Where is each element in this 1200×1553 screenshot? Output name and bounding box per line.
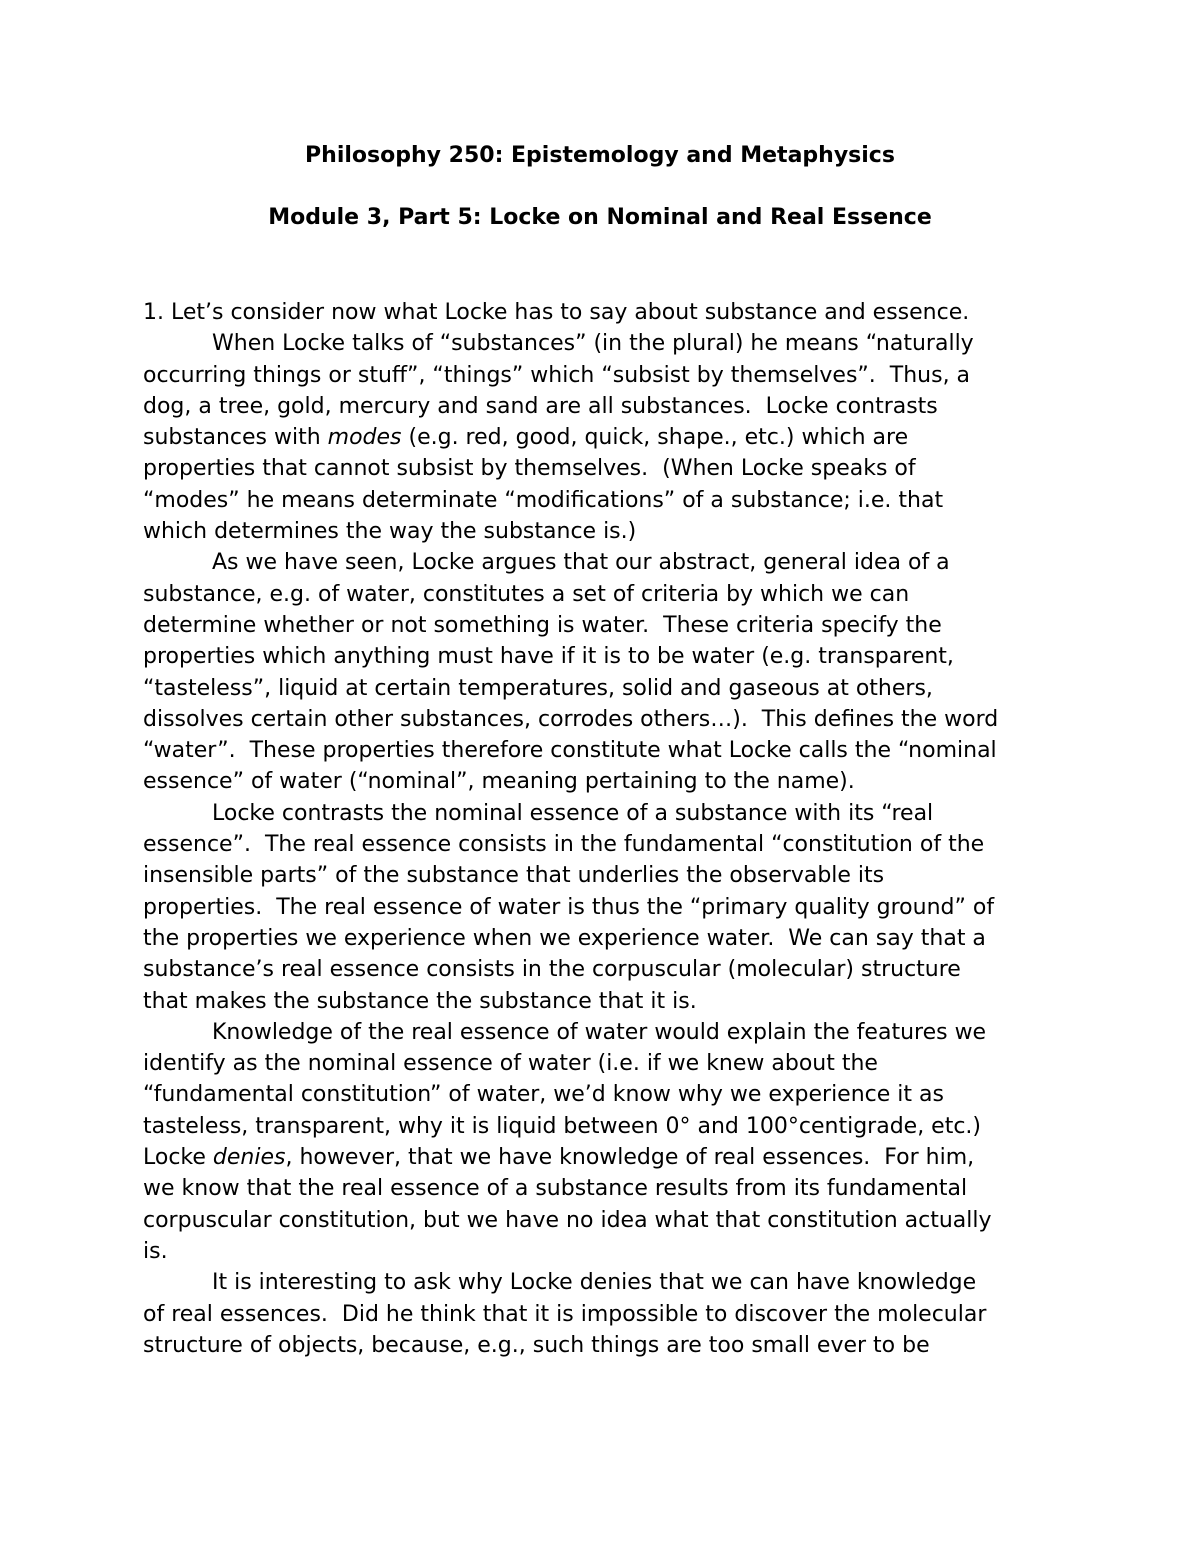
body-line: [143, 1142, 1063, 1173]
body-line: dissolves certain other substances, corrodes others…). This defines the word: [143, 706, 999, 732]
body-line: which determines the way the substance is.): [143, 519, 637, 545]
emphasized-word: denies: [212, 1145, 286, 1171]
body-line: corpuscular constitution, but we have no idea what that constitution actually: [143, 1207, 992, 1233]
body-line: determine whether or not something is water. These criteria specify the: [143, 612, 942, 638]
body-line-text: , however, that we have knowledge of real essences. For him,: [285, 1145, 975, 1171]
body-line-text: (e.g. red, good, quick, shape., etc.) which are: [401, 425, 909, 451]
body-line: that makes the substance the substance that it is.: [143, 988, 697, 1014]
body-line: “modes” he means determinate “modifications” of a substance; i.e. that: [143, 487, 944, 513]
body-line: is.: [143, 1238, 168, 1264]
body-line-text: substances with: [143, 425, 328, 451]
body-line: identify as the nominal essence of water (i.e. if we knew about the: [143, 1051, 878, 1077]
body-line: the properties we experience when we experience water. We can say that a: [143, 925, 986, 951]
body-line: properties. The real essence of water is thus the “primary quality ground” of: [143, 894, 995, 920]
body-line: dog, a tree, gold, mercury and sand are all substances. Locke contrasts: [143, 393, 938, 419]
body-line: It is interesting to ask why Locke denies that we can have knowledge: [212, 1270, 977, 1296]
body-line: essence” of water (“nominal”, meaning pertaining to the name).: [143, 769, 855, 795]
body-line: [143, 422, 1063, 453]
document-body: [143, 297, 1063, 1361]
body-line: properties that cannot subsist by themselves. (When Locke speaks of: [143, 456, 916, 482]
body-line: essence”. The real essence consists in the fundamental “constitution of the: [143, 832, 985, 858]
body-line: occurring things or stuff”, “things” which “subsist by themselves”. Thus, a: [143, 362, 971, 388]
body-line: “water”. These properties therefore constitute what Locke calls the “nominal: [143, 738, 997, 764]
body-line: When Locke talks of “substances” (in the plural) he means “naturally: [212, 331, 974, 357]
document-title: Philosophy 250: Epistemology and Metaphysics: [305, 143, 895, 168]
body-line: structure of objects, because, e.g., such things are too small ever to be: [143, 1332, 930, 1358]
body-line: substance, e.g. of water, constitutes a set of criteria by which we can: [143, 581, 910, 607]
body-line: Locke contrasts the nominal essence of a substance with its “real: [212, 800, 934, 826]
body-line-text: Locke: [143, 1145, 213, 1171]
body-line: 1. Let’s consider now what Locke has to say about substance and essence.: [143, 300, 970, 325]
body-line: As we have seen, Locke argues that our abstract, general idea of a: [212, 550, 950, 576]
body-line: we know that the real essence of a substance results from its fundamental: [143, 1176, 968, 1202]
body-line: substance’s real essence consists in the corpuscular (molecular) structure: [143, 957, 961, 983]
emphasized-word: modes: [327, 425, 402, 451]
body-line: of real essences. Did he think that it is impossible to discover the molecular: [143, 1301, 987, 1327]
document-subtitle: Module 3, Part 5: Locke on Nominal and Real Essence: [268, 205, 932, 230]
body-line: tasteless, transparent, why it is liquid between 0° and 100°centigrade, etc.): [143, 1113, 982, 1139]
body-line: “fundamental constitution” of water, we’d know why we experience it as: [143, 1082, 944, 1108]
body-line: properties which anything must have if it is to be water (e.g. transparent,: [143, 644, 954, 670]
body-line: “tasteless”, liquid at certain temperatures, solid and gaseous at others,: [143, 675, 933, 701]
body-line: insensible parts” of the substance that underlies the observable its: [143, 863, 885, 889]
body-line: Knowledge of the real essence of water would explain the features we: [212, 1019, 987, 1045]
